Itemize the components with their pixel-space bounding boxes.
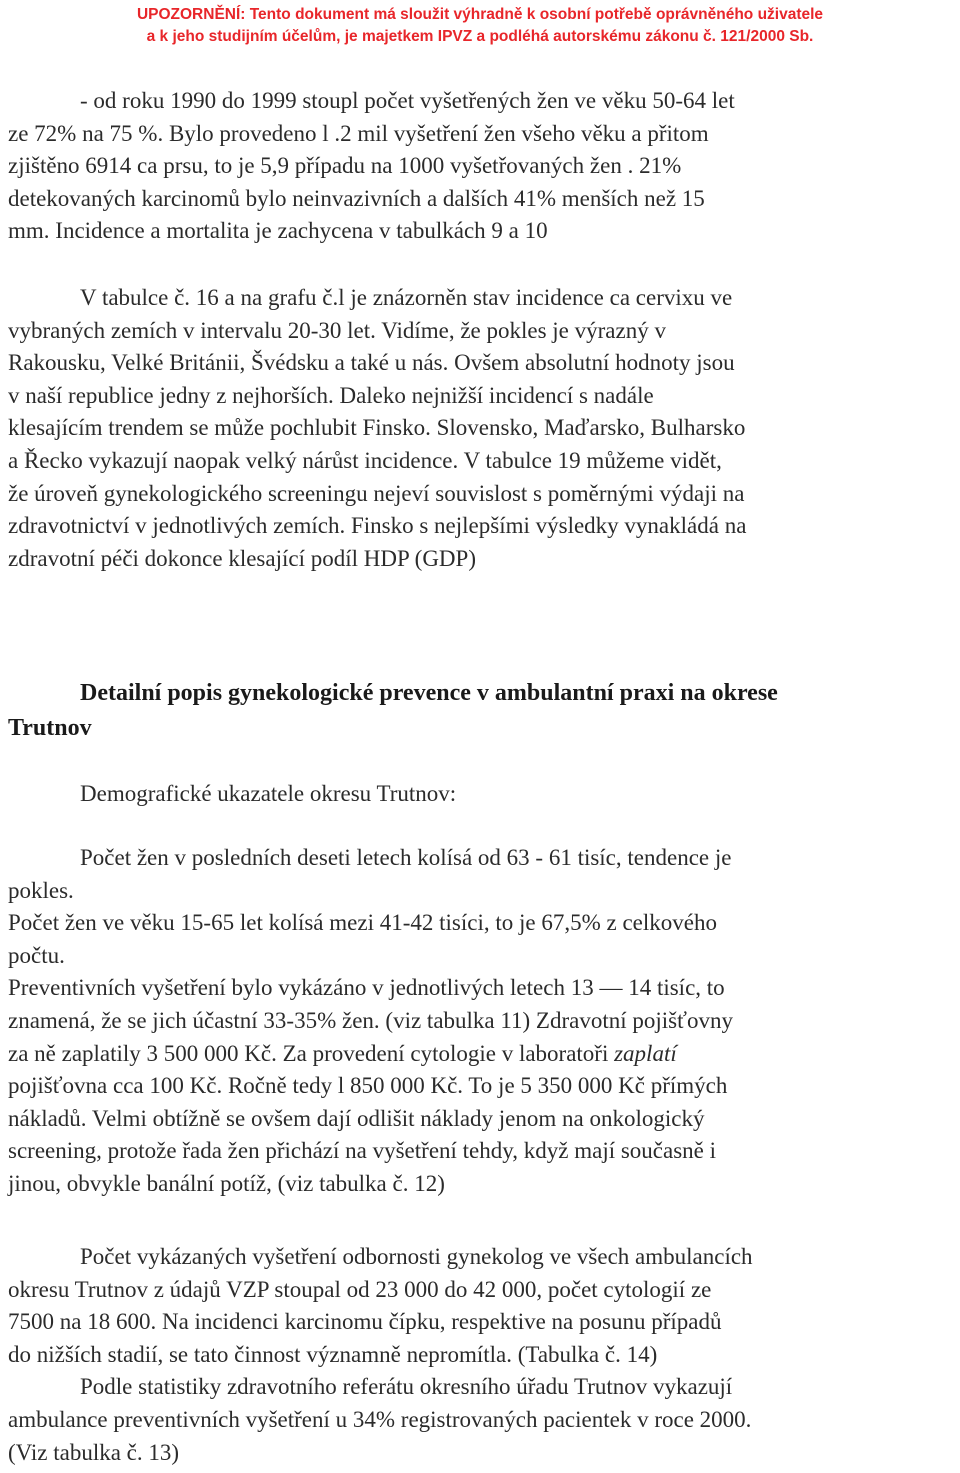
- text-line: Počet vykázaných vyšetření odbornosti gynekolog ve všech ambulancích: [80, 1244, 753, 1269]
- text-line: (Viz tabulka č. 13): [8, 1439, 180, 1465]
- warning-line-1: UPOZORNĚNÍ: Tento dokument má sloužit výhradně k osobní potřebě oprávněného uživatele: [136, 6, 824, 23]
- text-line: znamená, že se jich účastní 33-35% žen. (viz tabulka 11) Zdravotní pojišťovny: [8, 1007, 733, 1033]
- warning-line-2: a k jeho studijním účelům, je majetkem IPVZ a podléhá autorskému zákonu č. 121/2000 Sb.: [146, 28, 814, 45]
- text-line: zdravotní péči dokonce klesající podíl HDP (GDP): [8, 545, 476, 571]
- subheading-demographics: [8, 778, 952, 811]
- text-segment: za ně zaplatily 3 500 000 Kč. Za provedení cytologie v laboratoři: [8, 1040, 615, 1066]
- text-line: klesajícím trendem se může pochlubit Finsko. Slovensko, Maďarsko, Bulharsko: [8, 415, 746, 441]
- text-line: V tabulce č. 16 a na grafu č.l je znázorněn stav incidence ca cervixu ve: [80, 285, 733, 310]
- heading-line-2: Trutnov: [8, 715, 92, 741]
- text-line: pojišťovna cca 100 Kč. Ročně tedy l 850 000 Kč. To je 5 350 000 Kč přímých: [8, 1073, 728, 1099]
- text-line: Počet žen v posledních deseti letech kolísá od 63 - 61 tisíc, tendence je: [80, 845, 732, 870]
- copyright-warning: [0, 4, 960, 48]
- text-line: screening, protože řada žen přichází na vyšetření tehdy, když mají současně i: [8, 1138, 717, 1164]
- paragraph-demographics: [8, 842, 952, 1201]
- paragraph-cervix-incidence: [8, 282, 952, 575]
- text-line: Demografické ukazatele okresu Trutnov:: [80, 781, 457, 806]
- text-line: [8, 1038, 952, 1071]
- text-line: pokles.: [8, 877, 74, 903]
- text-line: počtu.: [8, 942, 65, 968]
- text-line: - od roku 1990 do 1999 stoupl počet vyšetřených žen ve věku 50-64 let: [80, 88, 735, 113]
- paragraph-screening-breast: [8, 85, 952, 248]
- heading-line-1: Detailní popis gynekologické prevence v ambulantní praxi na okrese: [80, 680, 778, 706]
- section-heading: [8, 676, 952, 746]
- text-line: Počet žen ve věku 15-65 let kolísá mezi 41-42 tisíci, to je 67,5% z celkového: [8, 910, 717, 936]
- text-line: že úroveň gynekologického screeningu nejeví souvislost s poměrnými výdaji na: [8, 480, 745, 506]
- text-line: ze 72% na 75 %. Bylo provedeno l .2 mil vyšetření žen všeho věku a přitom: [8, 120, 709, 146]
- text-line: v naší republice jedny z nejhorších. Daleko nejnižší incidencí s nadále: [8, 382, 654, 408]
- text-line: jinou, obvykle banální potíž, (viz tabulka č. 12): [8, 1170, 445, 1196]
- text-line: zdravotnictví v jednotlivých zemích. Finsko s nejlepšími výsledky vynakládá na: [8, 513, 747, 539]
- text-line: vybraných zemích v intervalu 20-30 let. Vidíme, že pokles je výrazný v: [8, 317, 666, 343]
- text-line: nákladů. Velmi obtížně se ovšem dají odlišit náklady jenom na onkologický: [8, 1105, 705, 1131]
- text-line: a Řecko vykazují naopak velký nárůst incidence. V tabulce 19 můžeme vidět,: [8, 447, 722, 473]
- text-line: mm. Incidence a mortalita je zachycena v tabulkách 9 a 10: [8, 218, 548, 244]
- text-line: Podle statistiky zdravotního referátu okresního úřadu Trutnov vykazují: [80, 1374, 733, 1400]
- paragraph-examinations: [8, 1241, 952, 1469]
- italic-word: zaplatí: [614, 1040, 677, 1066]
- text-line: zjištěno 6914 ca prsu, to je 5,9 případu na 1000 vyšetřovaných žen . 21%: [8, 153, 682, 179]
- text-line: Preventivních vyšetření bylo vykázáno v jednotlivých letech 13 — 14 tisíc, to: [8, 975, 725, 1001]
- text-line: detekovaných karcinomů bylo neinvazivních a dalších 41% menších než 15: [8, 185, 705, 211]
- text-line: ambulance preventivních vyšetření u 34% registrovaných pacientek v roce 2000.: [8, 1406, 752, 1432]
- text-line: okresu Trutnov z údajů VZP stoupal od 23 000 do 42 000, počet cytologií ze: [8, 1276, 712, 1302]
- text-line: Rakousku, Velké Británii, Švédsku a také u nás. Ovšem absolutní hodnoty jsou: [8, 350, 735, 376]
- text-line: 7500 na 18 600. Na incidenci karcinomu čípku, respektive na posunu případů: [8, 1309, 722, 1335]
- text-line: do nižších stadií, se tato činnost významně nepromítla. (Tabulka č. 14): [8, 1341, 658, 1367]
